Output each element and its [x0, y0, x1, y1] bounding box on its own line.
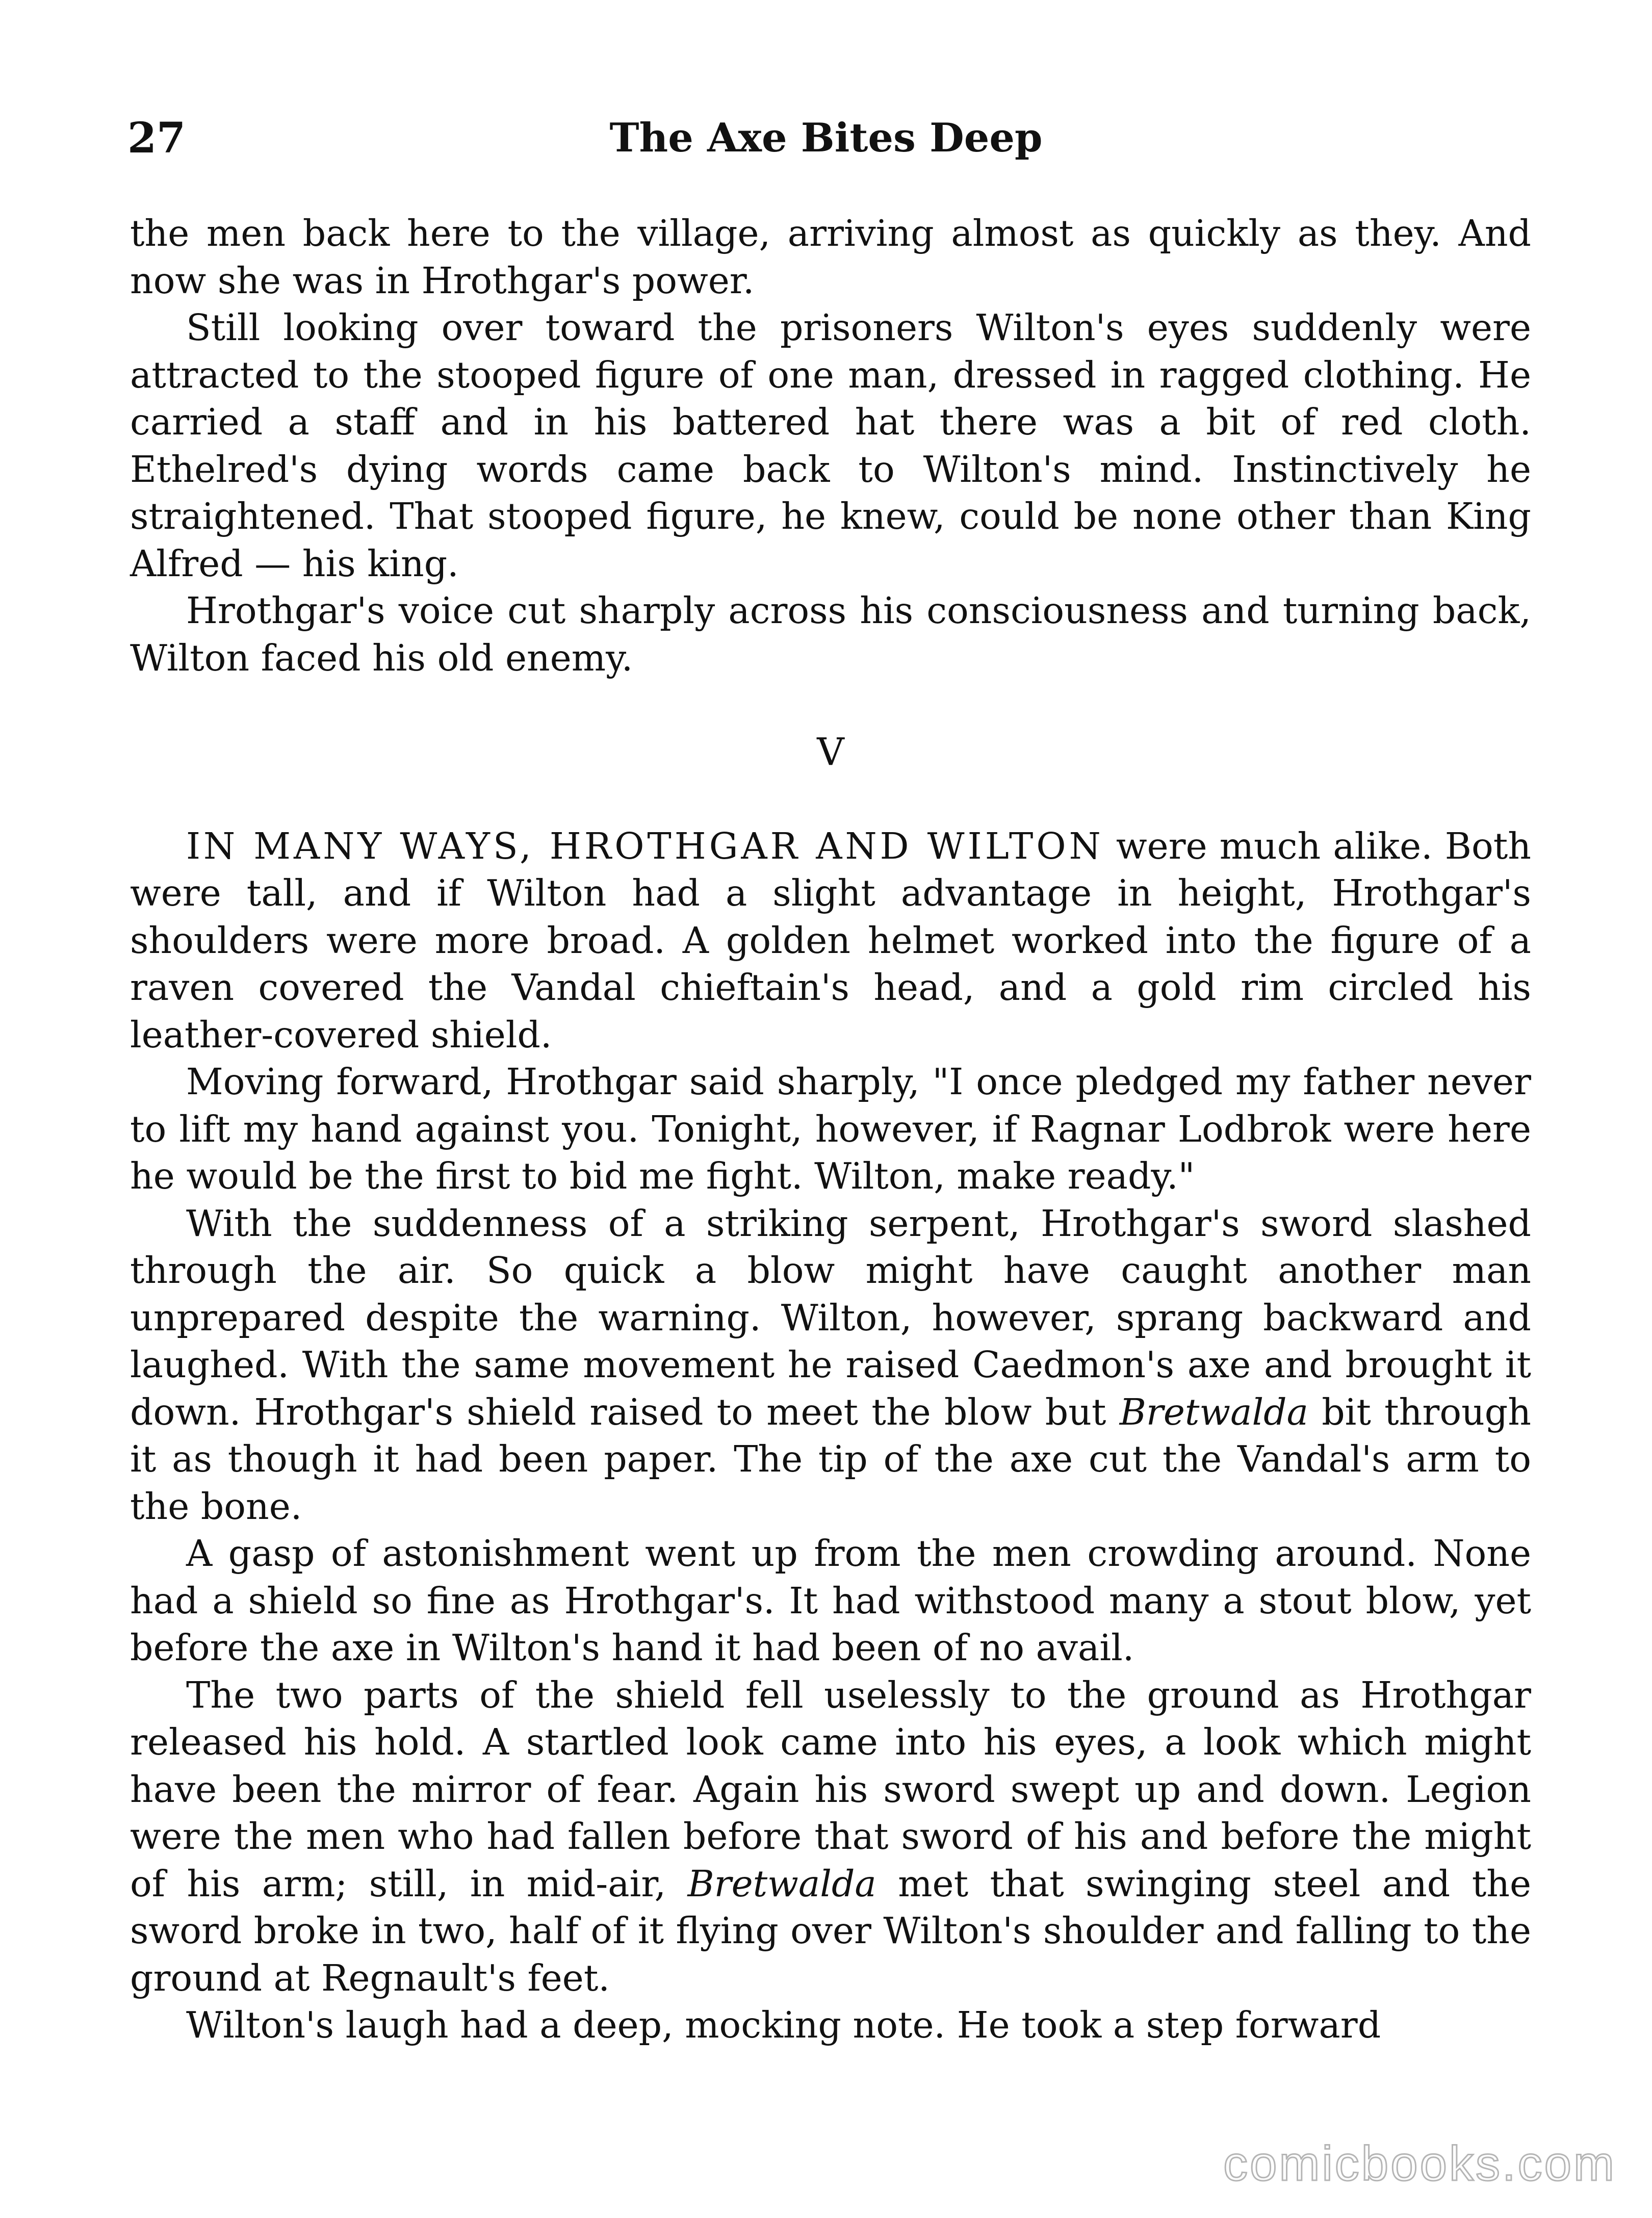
- paragraph-continued: the men back here to the village, arriving almost as quickly as they. And now she was in Hrothgar's power.: [130, 212, 1531, 302]
- italic-axe-name: Bretwalda: [687, 1862, 876, 1905]
- chapter-opening-paragraph: [130, 823, 1531, 1059]
- watermark: comicbooks.com: [1223, 2136, 1616, 2191]
- paragraph: Still looking over toward the prisoners Wilton's eyes suddenly were attracted to the stooped figure of one man, dressed in ragged clothing. He carried a staff and in his battered hat there was a bit of red cloth. Ethelred's dying words came back to Wilton's mind. Instinctively he straightened. That stooped figure, he knew, could be none other than King Alfred — his king.: [130, 306, 1531, 585]
- paragraph: Moving forward, Hrothgar said sharply, "I once pledged my father never to lift my hand against you. Tonight, however, if Ragnar Lodbrok were here he would be the first to bid me fight. Wilton, make ready.": [130, 1061, 1531, 1197]
- text-run: bit through it as though it had been paper. The tip of the axe cut the Vandal's arm to the bone.: [130, 1390, 1531, 1528]
- page-number: 27: [127, 114, 186, 163]
- italic-axe-name: Bretwalda: [1119, 1390, 1308, 1433]
- text-run: With the suddenness of a striking serpent, Hrothgar's sword slashed through the air. So quick a blow might have caught another man unprepared despite the warning. Wilton, however, sprang backward and laughed. With the same movement he raised Caedmon's axe and brought it down. Hrothgar's shield raised to meet the blow but: [130, 1202, 1531, 1433]
- running-title: The Axe Bites Deep: [609, 115, 1043, 161]
- paragraph: Hrothgar's voice cut sharply across his consciousness and turning back, Wilton faced his old enemy.: [130, 589, 1531, 679]
- body-text: [130, 210, 1531, 2049]
- paragraph: [130, 1200, 1531, 1531]
- paragraph: A gasp of astonishment went up from the men crowding around. None had a shield so fine as Hrothgar's. It had withstood many a stout blow, yet before the axe in Wilton's hand it had been of no avail.: [130, 1532, 1531, 1669]
- opening-rest: were much alike. Both were tall, and if Wilton had a slight advantage in height, Hrothgar's shoulders were more broad. A golden helmet worked into the figure of a raven covered the Vandal chieftain's head, and a gold rim circled his leather-covered shield.: [130, 824, 1531, 1056]
- paragraph: [130, 1672, 1531, 2002]
- text-run: met that swinging steel and the sword broke in two, half of it flying over Wilton's shoulder and falling to the ground at Regnault's feet.: [130, 1862, 1531, 1999]
- paragraph-last: Wilton's laugh had a deep, mocking note. He took a step forward: [186, 2004, 1381, 2046]
- opening-caps: IN MANY WAYS, HROTHGAR AND WILTON: [186, 824, 1104, 867]
- chapter-heading: V: [817, 730, 844, 774]
- text-run: The two parts of the shield fell uselessly to the ground as Hrothgar released his hold. A startled look came into his eyes, a look which might have been the mirror of fear. Again his sword swept up and down. Legion were the men who had fallen before that sword of his and before the might of his arm; still, in mid-air,: [130, 1673, 1531, 1905]
